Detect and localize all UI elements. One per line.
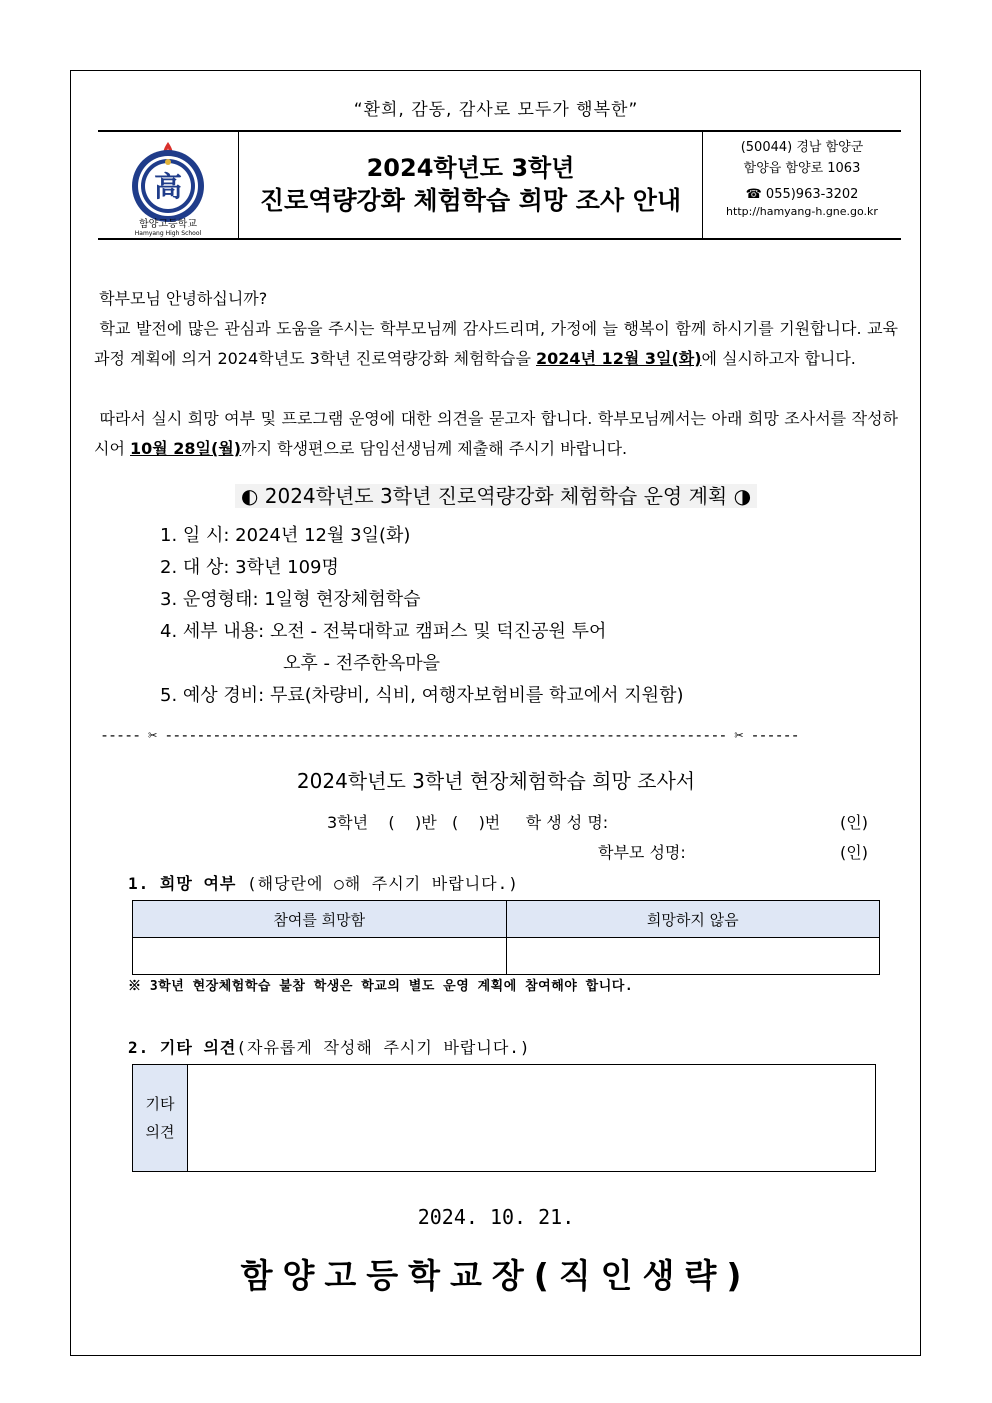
question-2-hint: (자유롭게 작성해 주시기 바랍니다.) xyxy=(236,1038,531,1057)
plan-item-cost: 5. 예상 경비: 무료(차량비, 식비, 여행자보험비를 학교에서 지원함) xyxy=(160,685,684,706)
principal-signature: 함양고등학교장(직인생략) xyxy=(240,1256,752,1295)
logo-glyph: 高 xyxy=(153,170,183,203)
title-cell xyxy=(239,132,703,238)
logo-cell xyxy=(98,132,239,238)
question-1-label: 1. 희망 여부 xyxy=(128,874,237,893)
opinion-box[interactable] xyxy=(132,1064,876,1172)
plan-title-text: ◐ 2024학년도 3학년 진로역량강화 체험학습 운영 계획 ◑ xyxy=(235,484,757,508)
question-2 xyxy=(128,1035,531,1058)
student-info-line[interactable]: 3학년 ( )반 ( )번 학 생 성 명: xyxy=(327,813,609,832)
plan-item-details: 4. 세부 내용: 오전 - 전북대학교 캠퍼스 및 덕진공원 투어 xyxy=(160,621,607,642)
plan-item-details-afternoon: 오후 - 전주한옥마을 xyxy=(283,653,441,674)
document-title-line1: 2024학년도 3학년 xyxy=(366,154,575,182)
col-participate: 참여를 희망함 xyxy=(133,901,507,938)
plan-item-target: 2. 대 상: 3학년 109명 xyxy=(160,557,339,578)
student-seal: (인) xyxy=(840,813,868,832)
p2-text-a: 따라서 실시 희망 여부 및 프로그램 운영에 대한 의견을 묻고자 합니다. 학부모님께서는 아래 희망 조사서를 작성하시어 xyxy=(94,409,898,458)
greeting-text: 학부모님 안녕하십니까? xyxy=(99,289,268,308)
contact-cell xyxy=(703,132,901,238)
parent-name-line[interactable]: 학부모 성명: xyxy=(598,843,686,862)
address-line1: (50044) 경남 함양군 xyxy=(740,140,864,155)
not-participate-check-cell[interactable] xyxy=(506,938,880,975)
school-slogan: “환희, 감동, 감사로 모두가 행복한” xyxy=(353,100,639,120)
plan-item-type: 3. 운영형태: 1일형 현장체험학습 xyxy=(160,589,421,610)
greeting xyxy=(94,284,898,314)
school-logo-icon xyxy=(126,140,210,224)
school-url: http://hamyang-h.gne.go.kr xyxy=(726,205,878,218)
letter-paragraph-1 xyxy=(94,314,898,374)
opinion-label xyxy=(133,1065,188,1171)
col-not-participate: 희망하지 않음 xyxy=(506,901,880,938)
logo-caption xyxy=(98,220,238,237)
participation-table xyxy=(132,900,880,975)
plan-item-date: 1. 일 시: 2024년 12월 3일(화) xyxy=(160,525,411,546)
plan-title xyxy=(0,480,992,509)
p1-text-b: 에 실시하고자 합니다. xyxy=(701,349,856,368)
issue-date: 2024. 10. 21. xyxy=(417,1205,575,1229)
parent-seal: (인) xyxy=(840,843,868,862)
cut-line: ----- ✂ ---------------------------------------------------------------------- ✂ ------ xyxy=(100,726,799,744)
document-title-line2: 진로역량강화 체험학습 희망 조사 안내 xyxy=(259,186,682,215)
plan-list xyxy=(160,520,683,712)
survey-title: 2024학년도 3학년 현장체험학습 희망 조사서 xyxy=(296,769,696,793)
school-phone: ☎ 055)963-3202 xyxy=(745,187,859,202)
p2-text-b: 까지 학생편으로 담임선생님께 제출해 주시기 바랍니다. xyxy=(241,439,628,458)
school-address xyxy=(703,137,901,179)
question-2-label: 2. 기타 의견 xyxy=(128,1038,237,1057)
document-header xyxy=(98,130,901,240)
logo-text-ko: 함양고등학교 xyxy=(139,219,197,230)
p1-text-a: 학교 발전에 많은 관심과 도움을 주시는 학부모님께 감사드리며, 가정에 늘 행복이 함께 하시기를 기원합니다. 교육과정 계획에 의거 2024학년도 3학년 진로역량강화 체험학습을 xyxy=(94,319,898,368)
participate-check-cell[interactable] xyxy=(133,938,507,975)
question-1-hint: (해당란에 ○해 주시기 바랍니다.) xyxy=(236,874,519,893)
question-1 xyxy=(128,871,519,894)
letter-paragraph-2 xyxy=(94,404,898,464)
address-line2: 함양읍 함양로 1063 xyxy=(743,161,861,176)
logo-text-en: Hamyang High School xyxy=(134,230,202,237)
absence-note: ※ 3학년 현장체험학습 불참 학생은 학교의 별도 운영 계획에 참여해야 합니다. xyxy=(128,979,634,994)
p2-deadline: 10월 28일(월) xyxy=(130,439,242,458)
p1-event-date: 2024년 12월 3일(화) xyxy=(536,349,702,368)
opinion-label-1: 기타 xyxy=(145,1095,175,1113)
opinion-label-2: 의견 xyxy=(145,1123,175,1141)
